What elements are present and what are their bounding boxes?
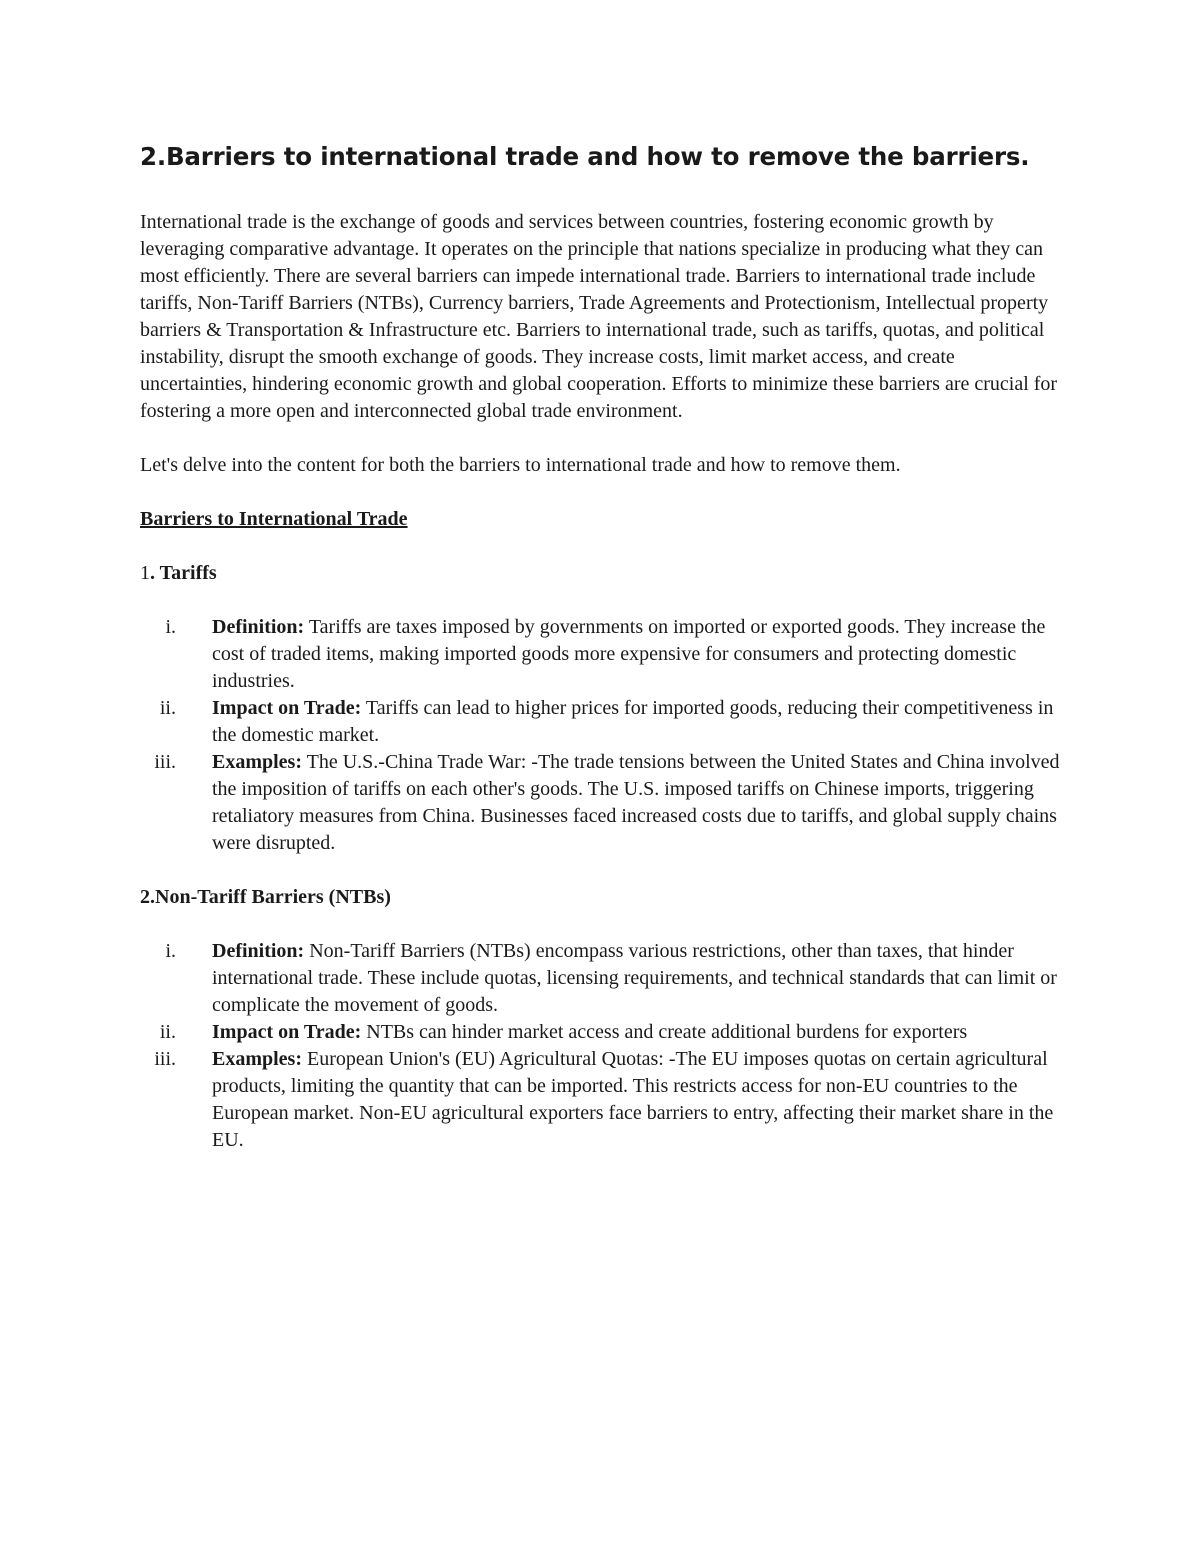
subheading-tariffs-label: . Tariffs [150,562,217,584]
list-item-text: The U.S.-China Trade War: -The trade tensions between the United States and China involved the imposition of tariffs on each other's goods. The U.S. imposed tariffs on Chinese imports, triggering retaliatory measures from China. Businesses faced increased costs due to tariffs, and global supply chains were disrupted. [212,751,1060,854]
list-item-text: Non-Tariff Barriers (NTBs) encompass various restrictions, other than taxes, that hinder international trade. These include quotas, licensing requirements, and technical standards that can limit or complicate the movement of goods. [212,940,1057,1016]
list-item-marker: iii. [154,1048,176,1070]
list-item-text: Tariffs can lead to higher prices for imported goods, reducing their competitiveness in the domestic market. [212,697,1054,746]
list-item [140,695,1060,749]
subheading-tariffs [140,560,1060,587]
list-item-text: European Union's (EU) Agricultural Quotas: -The EU imposes quotas on certain agricultural products, limiting the quantity that can be imported. This restricts access for non-EU countries to the European market. Non-EU agricultural exporters face barriers to entry, affecting their market share in the EU. [212,1048,1054,1151]
subheading-tariffs-number: 1 [140,562,150,584]
list-item-marker: ii. [159,697,176,719]
list-item [140,938,1060,1019]
list-item-text: Tariffs are taxes imposed by governments on imported or exported goods. They increase the cost of traded items, making imported goods more expensive for consumers and protecting domestic industries. [212,616,1046,692]
document-body [140,140,1060,1181]
list-item [140,614,1060,695]
section-heading-barriers: Barriers to International Trade [140,508,408,530]
list-item-label: Impact on Trade: [212,697,362,719]
list-item-text: NTBs can hinder market access and create additional burdens for exporters [361,1021,968,1043]
delve-paragraph: Let's delve into the content for both the barriers to international trade and how to remove them. [140,454,901,476]
list-item-marker: i. [165,940,176,962]
list-item-label: Definition: [212,940,305,962]
intro-paragraph: International trade is the exchange of goods and services between countries, fostering economic growth by leveraging comparative advantage. It operates on the principle that nations specialize in producing what they can most efficiently. There are several barriers can impede international trade. Barriers to international trade include tariffs, Non-Tariff Barriers (NTBs), Currency barriers, Trade Agreements and Protectionism, Intellectual property barriers & Transportation & Infrastructure etc. Barriers to international trade, such as tariffs, quotas, and political instability, disrupt the smooth exchange of goods. They increase costs, limit market access, and create uncertainties, hindering economic growth and global cooperation. Efforts to minimize these barriers are crucial for fostering a more open and interconnected global trade environment. [140,211,1058,422]
list-item-marker: iii. [154,751,176,773]
list-item-marker: i. [165,616,176,638]
subheading-ntbs: 2.Non-Tariff Barriers (NTBs) [140,886,391,908]
document-title: 2.Barriers to international trade and how to remove the barriers. [140,142,1030,171]
list-item-marker: ii. [159,1021,176,1043]
ntbs-list [140,938,1060,1154]
list-item-label: Definition: [212,616,305,638]
list-item-label: Examples: [212,751,302,773]
tariffs-list [140,614,1060,857]
list-item [140,1046,1060,1154]
list-item-label: Impact on Trade: [212,1021,362,1043]
list-item-label: Examples: [212,1048,302,1070]
list-item [140,749,1060,857]
list-item [140,1019,1060,1046]
